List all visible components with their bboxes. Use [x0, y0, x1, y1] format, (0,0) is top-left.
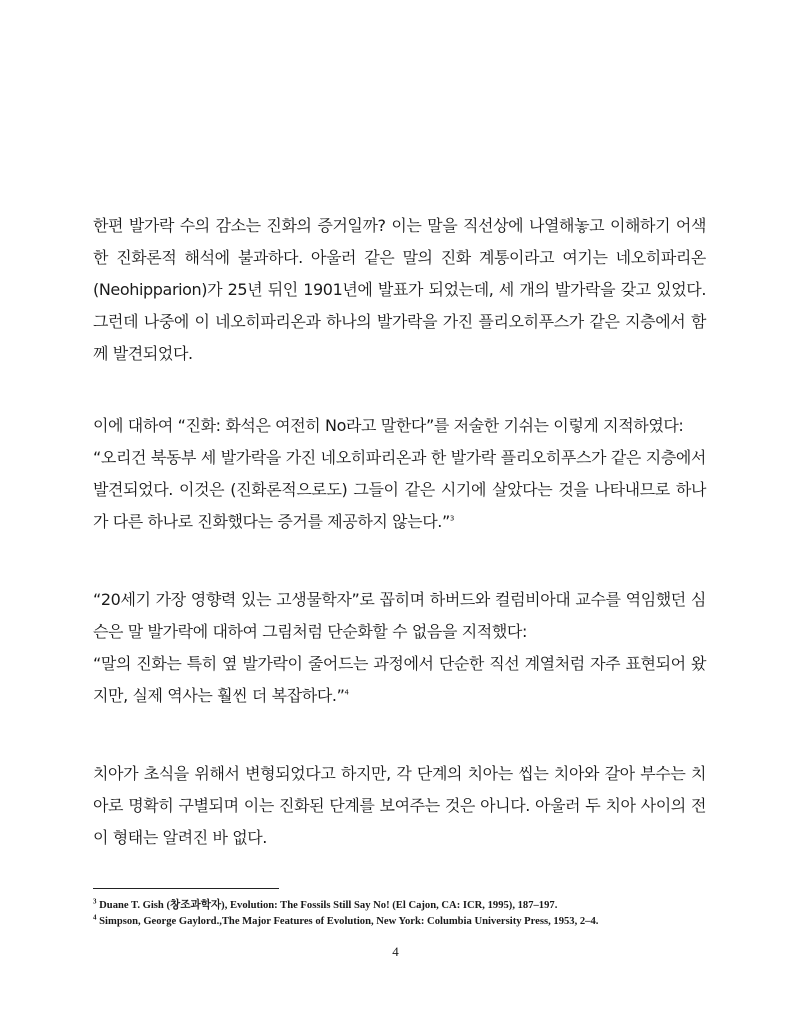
- footnote-item: [93, 898, 733, 914]
- paragraph-teeth: [93, 758, 706, 854]
- footnotes: [93, 898, 733, 930]
- quote-text: “오리건 북동부 세 발가락을 가진 네오히파리온과 한 발가락 플리오히푸스가 같은 지층에서 발견되었다. 이것은 (진화론적으로도) 그들이 같은 시기에 살았다는 것을 나타내므로 하나가 다른 하나로 진화했다는 증거를 제공하지 않는다.”: [93, 448, 706, 531]
- footnote-ref: 3: [449, 514, 454, 523]
- footnote-text: Simpson, George Gaylord.,The Major Features of Evolution, New York: Columbia University Press, 1953, 2–4.: [99, 916, 599, 927]
- paragraph-toe-reduction: [93, 210, 706, 370]
- footnote-text: Duane T. Gish (창조과학자), Evolution: The Fossils Still Say No! (El Cajon, CA: ICR, 1995), 187–197.: [99, 900, 558, 911]
- page-number: 4: [392, 944, 399, 959]
- footnote-ref: 4: [344, 688, 349, 697]
- footnote-divider: [93, 888, 279, 889]
- footnote-number: 3: [93, 897, 97, 906]
- paragraph-gish-quote: [93, 410, 706, 538]
- paragraph-simpson-quote: [93, 584, 706, 712]
- paragraph-intro: 이에 대하여 “진화: 화석은 여전히 No라고 말한다”를 저술한 기쉬는 이렇게 지적하였다:: [93, 416, 684, 435]
- quote-text: “말의 진화는 특히 옆 발가락이 줄어드는 과정에서 단순한 직선 계열처럼 자주 표현되어 왔지만, 실제 역사는 훨씬 더 복잡하다.”: [93, 654, 706, 705]
- paragraph-text: 치아가 초식을 위해서 변형되었다고 하지만, 각 단계의 치아는 씹는 치아와 갈아 부수는 치아로 명확히 구별되며 이는 진화된 단계를 보여주는 것은 아니다. 아울러 두 치아 사이의 전이 형태는 알려진 바 없다.: [93, 764, 706, 847]
- paragraph-text: 한편 발가락 수의 감소는 진화의 증거일까? 이는 말을 직선상에 나열해놓고 이해하기 어색한 진화론적 해석에 불과하다. 아울러 같은 말의 진화 계통이라고 여기는 네오히파리온(Neohipparion)가 25년 뒤인 1901년에 발표가 되었는데, 세 개의 발가락을 갖고 있었다. 그런데 나중에 이 네오히파리온과 하나의 발가락을 가진 플리오히푸스가 같은 지층에서 함께 발견되었다.: [93, 216, 706, 363]
- block-quote: [93, 648, 706, 712]
- footnote-number: 4: [93, 913, 97, 922]
- block-quote: [93, 442, 706, 538]
- paragraph-intro: “20세기 가장 영향력 있는 고생물학자”로 꼽히며 하버드와 컬럼비아대 교수를 역임했던 심슨은 말 발가락에 대하여 그림처럼 단순화할 수 없음을 지적했다:: [93, 590, 706, 641]
- footnote-item: [93, 914, 733, 930]
